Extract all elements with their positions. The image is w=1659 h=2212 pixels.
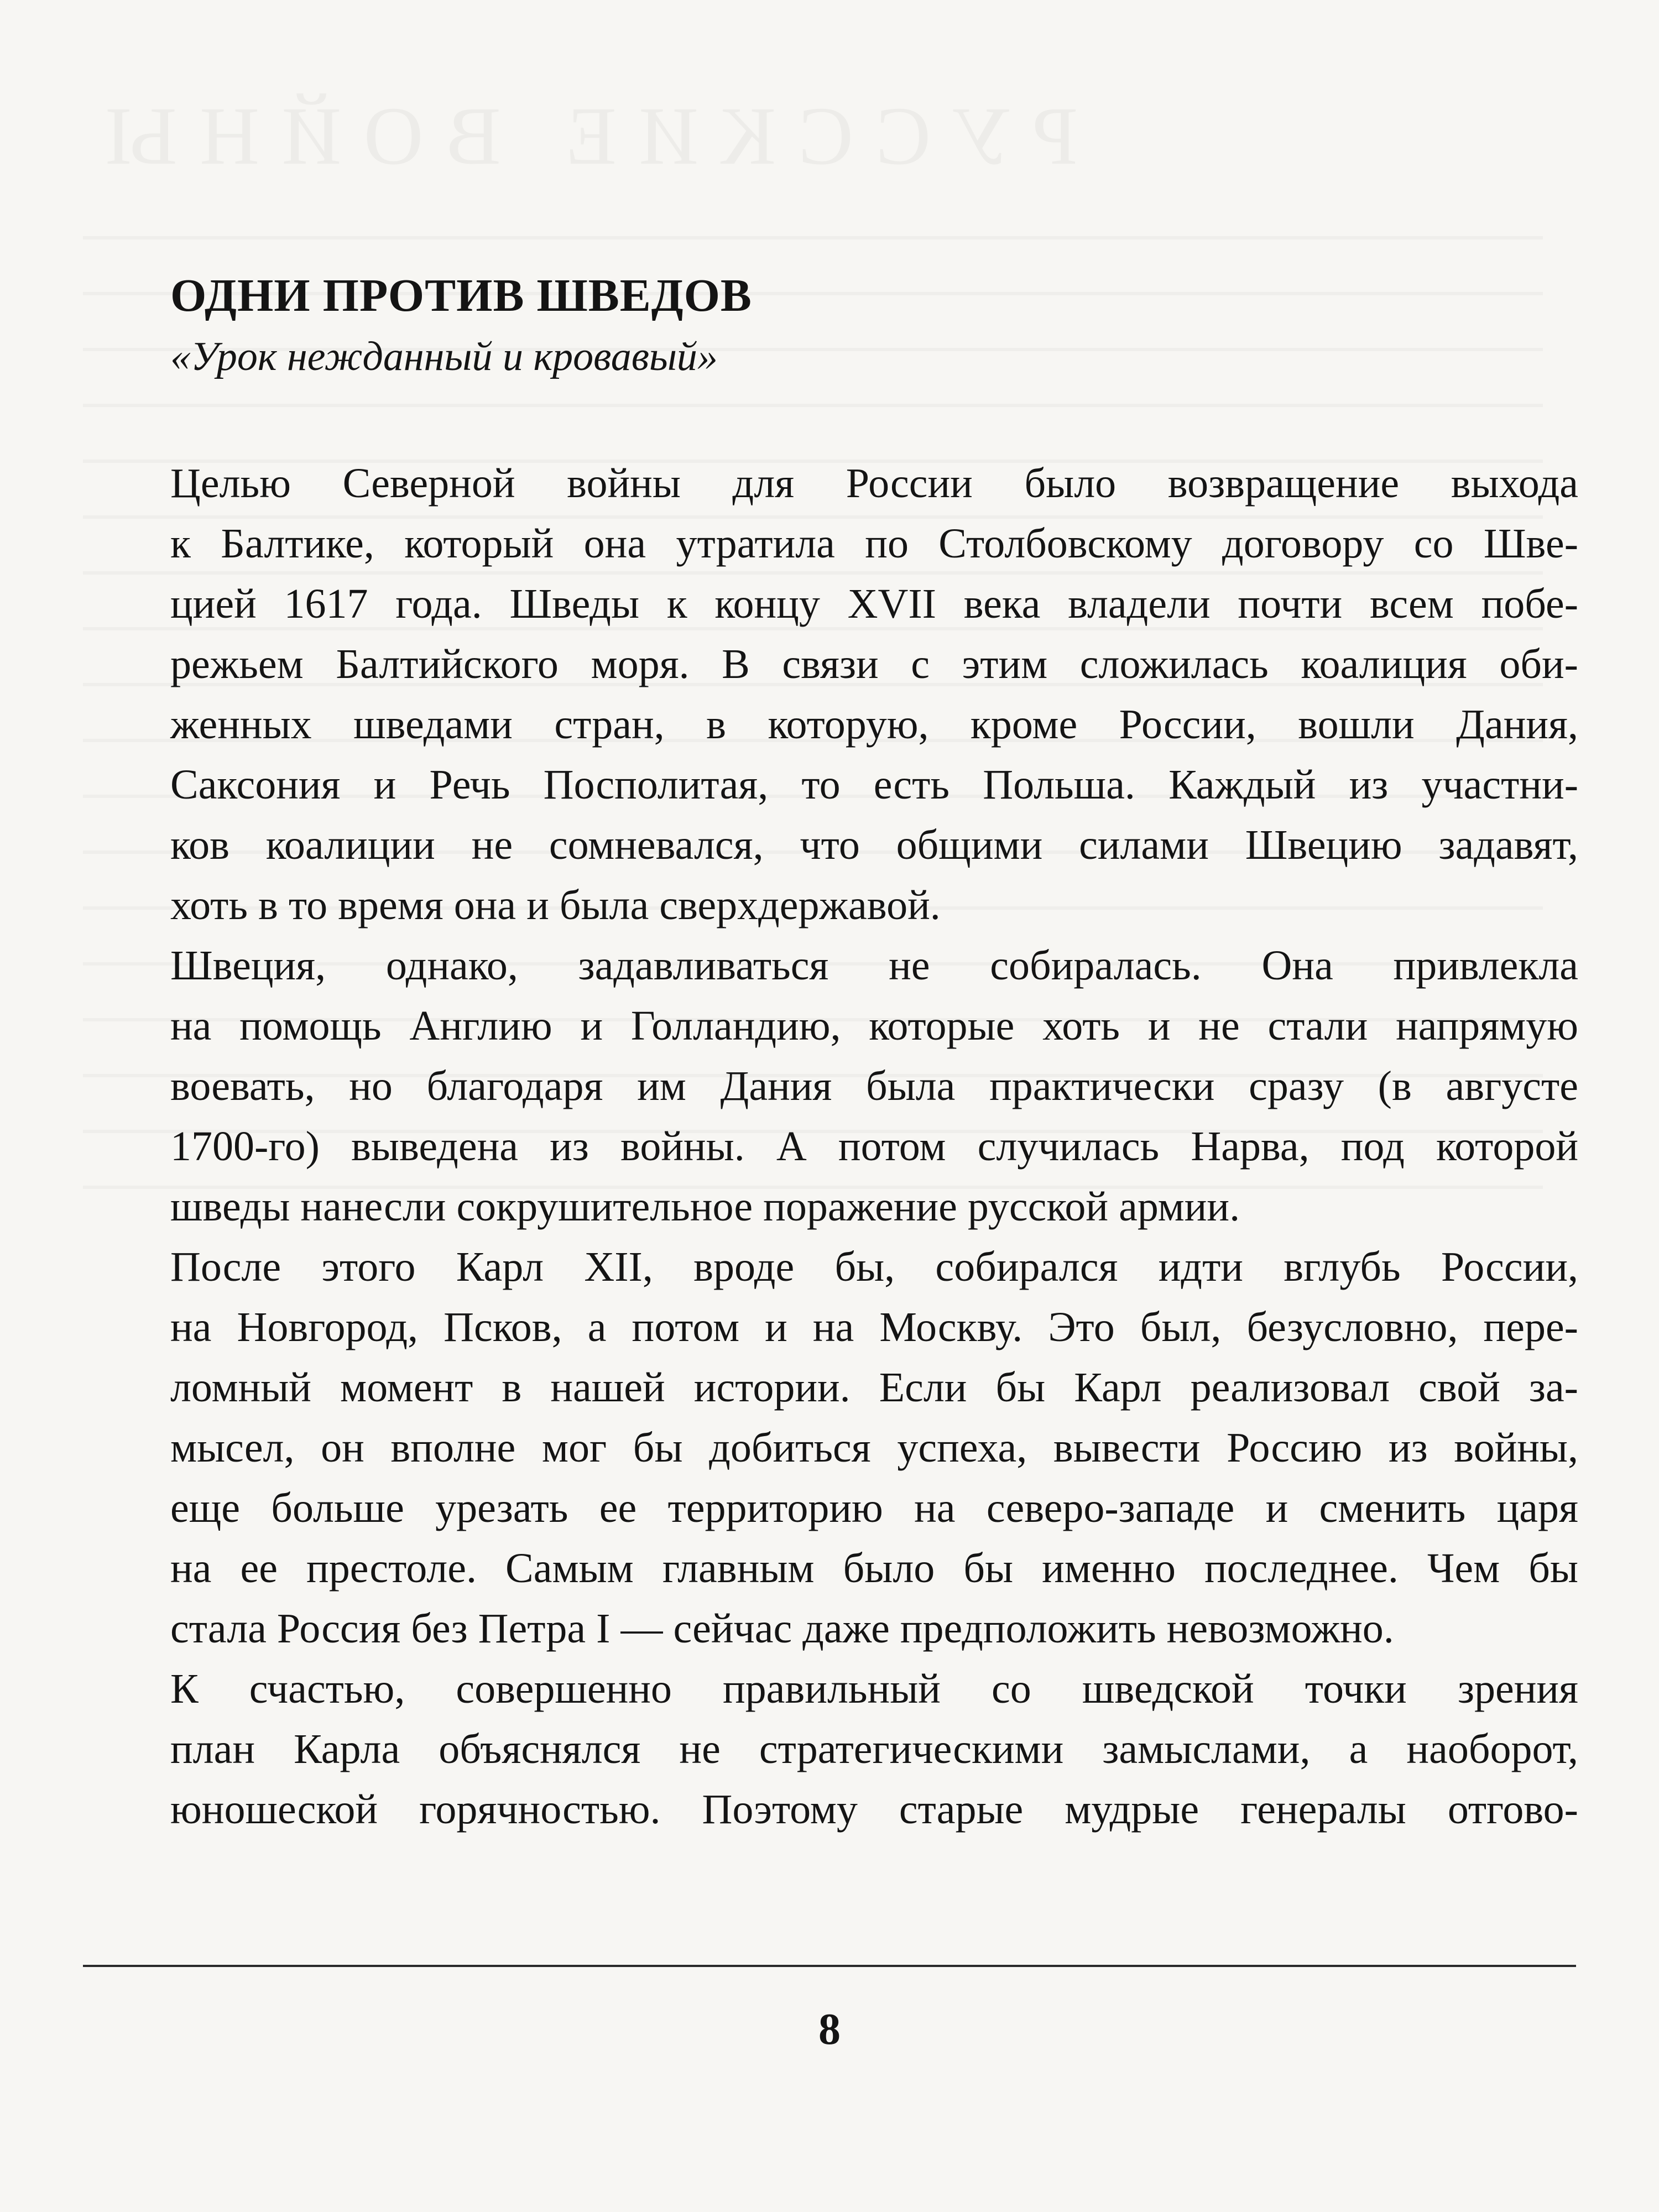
text-line: на ее престоле. Самым главным было бы именно последнее. Чем бы bbox=[170, 1545, 1578, 1592]
text-line: После этого Карл XII, вроде бы, собирался идти вглубь России, bbox=[170, 1244, 1578, 1290]
paragraph bbox=[170, 936, 1578, 1237]
text-line: женных шведами стран, в которую, кроме России, вошли Дания, bbox=[170, 701, 1578, 748]
text-line: Саксония и Речь Посполитая, то есть Польша. Каждый из участни- bbox=[170, 761, 1578, 808]
paragraph bbox=[170, 453, 1578, 936]
paragraph bbox=[170, 1237, 1578, 1659]
text-line: на Новгород, Псков, а потом и на Москву. Это был, безусловно, пере- bbox=[170, 1304, 1578, 1350]
footer-divider bbox=[83, 1965, 1576, 1967]
text-line: 1700-го) выведена из войны. А потом случилась Нарва, под которой bbox=[170, 1123, 1578, 1170]
text-line: стала Россия без Петра I — сейчас даже предположить невозможно. bbox=[170, 1605, 1394, 1652]
paragraph bbox=[170, 1659, 1578, 1840]
text-line: режьем Балтийского моря. В связи с этим сложилась коалиция оби- bbox=[170, 641, 1578, 687]
text-line: Целью Северной войны для России было возвращение выхода bbox=[170, 460, 1578, 507]
text-line: воевать, но благодаря им Дания была практически сразу (в августе bbox=[170, 1063, 1578, 1109]
text-line: цией 1617 года. Шведы к концу XVII века владели почти всем побе- bbox=[170, 581, 1578, 627]
text-line: еще больше урезать ее территорию на северо-западе и сменить царя bbox=[170, 1485, 1578, 1531]
chapter-title: ОДНИ ПРОТИВ ШВЕДОВ bbox=[170, 270, 752, 321]
show-through-background: РУССКИЕ ВОЙНЫ bbox=[83, 88, 1576, 1189]
text-line: хоть в то время она и была сверхдержавой. bbox=[170, 882, 941, 928]
text-line: план Карла объяснялся не стратегическими замыслами, а наоборот, bbox=[170, 1726, 1578, 1772]
text-line: ломный момент в нашей истории. Если бы Карл реализовал свой за- bbox=[170, 1364, 1578, 1411]
book-page bbox=[170, 268, 1578, 1840]
text-line: мысел, он вполне мог бы добиться успеха, вывести Россию из войны, bbox=[170, 1425, 1578, 1471]
page-number: 8 bbox=[818, 2005, 841, 2054]
text-line: шведы нанесли сокрушительное поражение русской армии. bbox=[170, 1183, 1240, 1230]
text-line: на помощь Англию и Голландию, которые хоть и не стали напрямую bbox=[170, 1003, 1578, 1049]
text-line: к Балтике, который она утратила по Столбовскому договору со Шве- bbox=[170, 520, 1578, 567]
text-line: Швеция, однако, задавливаться не собиралась. Она привлекла bbox=[170, 942, 1578, 989]
text-line: ков коалиции не сомневался, что общими силами Швецию задавят, bbox=[170, 822, 1578, 868]
text-line: юношеской горячностью. Поэтому старые мудрые генералы отгово- bbox=[170, 1786, 1578, 1833]
text-line: К счастью, совершенно правильный со шведской точки зрения bbox=[170, 1666, 1578, 1712]
body-text bbox=[170, 453, 1578, 1840]
chapter-subtitle: «Урок нежданный и кровавый» bbox=[170, 334, 718, 379]
